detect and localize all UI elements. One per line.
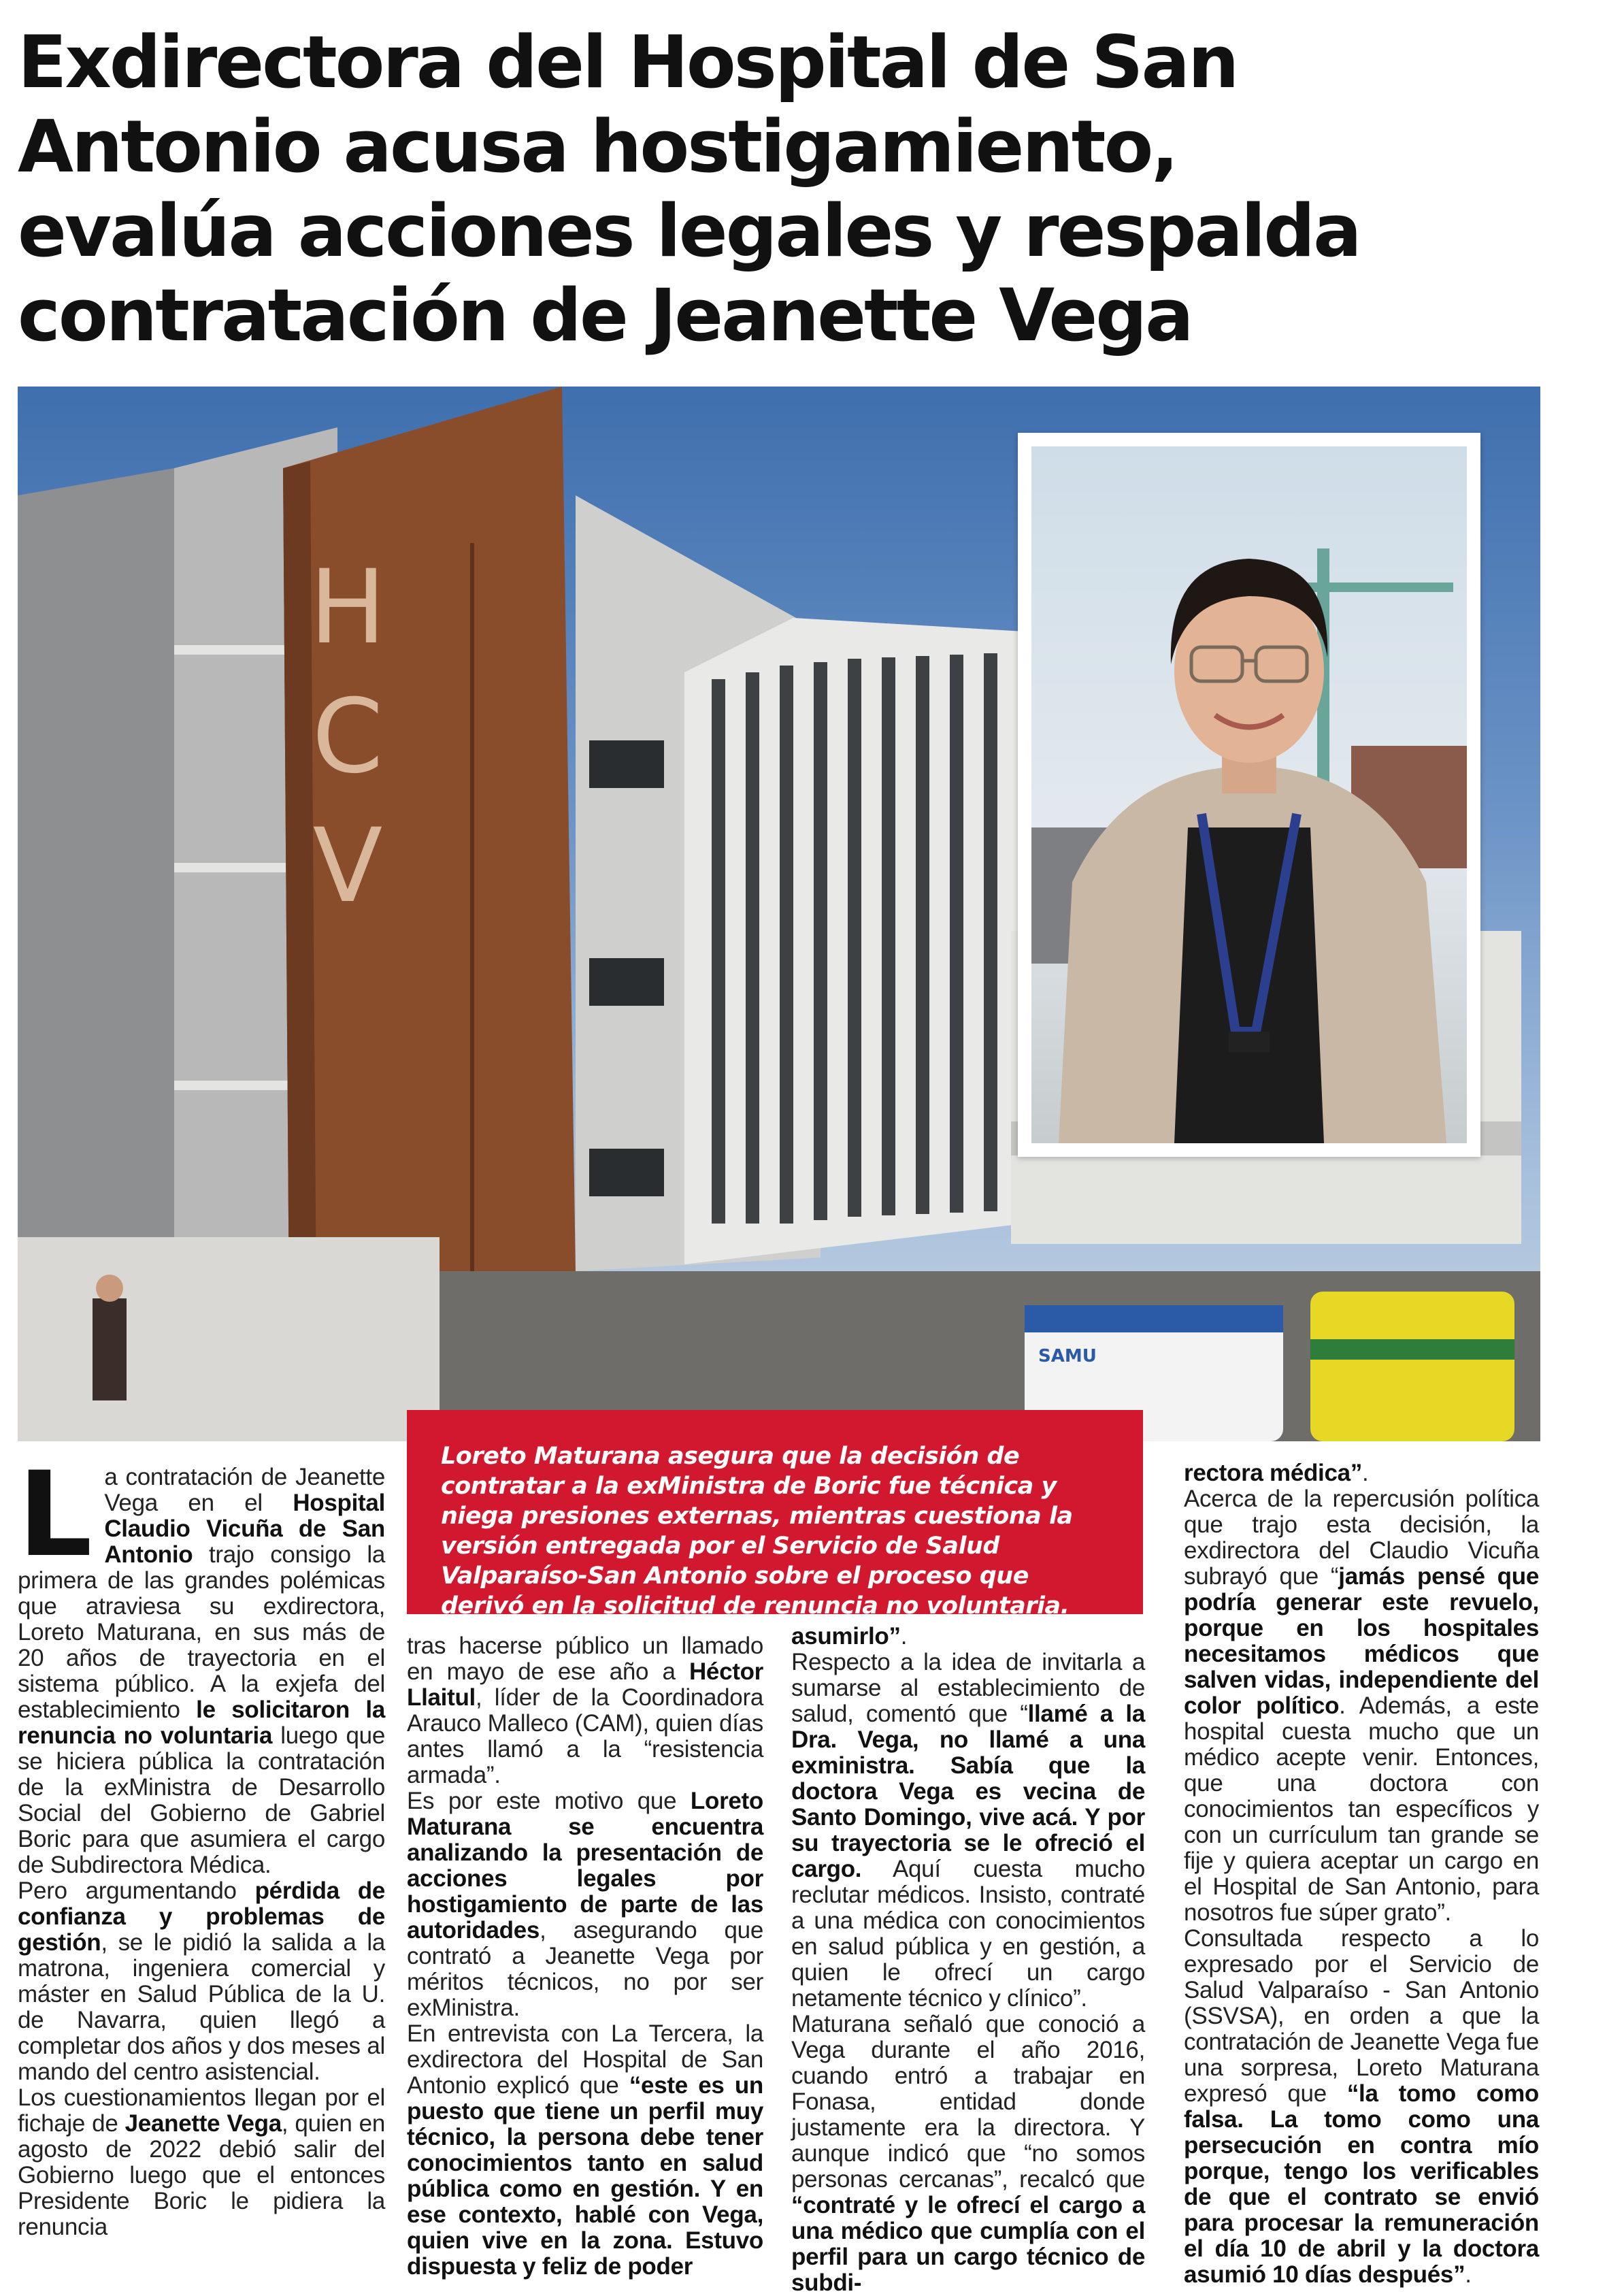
paragraph: Respecto a la idea de invitarla a sumarse al establecimiento de salud, comentó que “llamé a la Dra. Vega, no llamé a una exministra. Sabía que la doctora Vega es vecina de Santo Domingo, vive acá. Y por su trayectoria se le ofreció el cargo. Aquí cuesta mucho reclutar médicos. Insisto, contraté a una médica con conocimientos en salud pública y en gestión, a quien le ofrecí un cargo netamente técnico y clínico”.: [791, 1649, 1145, 2012]
building-letter-c: C: [312, 678, 384, 796]
pull-quote-callout: Loreto Maturana asegura que la decisión de contratar a la exMinistra de Boric fue técnica y niega presiones externas, mientras cuestiona la versión entregada por el Servicio de Salud Valparaíso-San Antonio sobre el proceso que derivó en la solicitud de renuncia no voluntaria.: [407, 1410, 1143, 1614]
paragraph: La contratación de Jeanette Vega en el Hospital Claudio Vicuña de San Antonio trajo consigo la primera de las grandes polémicas que atraviesa su exdirectora, Loreto Maturana, en sus más de 20 años de trayectoria en el sistema público. A la exjefa del establecimiento le solicitaron la renuncia no voluntaria luego que se hiciera pública la contratación de la exMinistra de Desarrollo Social del Gobierno de Gabriel Boric para que asumiera el cargo de Subdirectora Médica.: [18, 1446, 386, 1878]
paragraph: rectora médica”.: [1184, 1460, 1369, 1486]
headline-line-2: Antonio acusa hostigamiento,: [18, 105, 1177, 188]
headline-line-3: evalúa acciones legales y respalda: [18, 189, 1360, 273]
headline-line-1: Exdirectora del Hospital de San: [18, 20, 1238, 104]
drop-cap: L: [18, 1446, 93, 1583]
building-letters: [300, 543, 395, 931]
article-column-4: [1184, 1460, 1539, 2288]
article-column-3: [791, 1624, 1145, 2296]
paragraph: Los cuestionamientos llegan por el fichaje de Jeanette Vega, quien en agosto de 2022 debió salir del Gobierno luego que el entonces Presidente Boric le pidiera la renuncia: [18, 2084, 385, 2240]
paragraph: Acerca de la repercusión política que trajo esta decisión, la exdirectora del Claudio Vicuña subrayó que “jamás pensé que podría generar este revuelo, porque en los hospitales necesitamos médicos que salven vidas, independiente del color político. Además, a este hospital cuesta mucho que un médico acepte venir. Entonces, que una doctora con conocimientos tan específicos y con un currículum tan grande se fije y quiera aceptar un cargo en el Hospital de San Antonio, para nosotros fue súper grato”.: [1184, 1486, 1539, 1926]
paragraph: Maturana señaló que conoció a Vega durante el año 2016, cuando entró a trabajar en Fonasa, entidad donde justamente era la directora. Y aunque indicó que “no somos personas cercanas”, recalcó que “contraté y le ofrecí el cargo a una médico que cumplía con el perfil para un cargo técnico de subdi-: [791, 2011, 1145, 2296]
building-letter-h: H: [309, 548, 386, 667]
paragraph: Pero argumentando pérdida de confianza y problemas de gestión, se le pidió la salida a la matrona, ingeniera comercial y máster en Salud Pública de la U. de Navarra, quien llegó a completar dos años y dos meses al mando del centro asistencial.: [18, 1877, 385, 2085]
building-letter-v: V: [312, 807, 383, 925]
article-column-1: [18, 1446, 386, 2240]
paragraph: asumirlo”.: [791, 1623, 908, 1650]
paragraph: En entrevista con La Tercera, la exdirectora del Hospital de San Antonio explicó que “este es un puesto que tiene un perfil muy técnico, la persona debe tener conocimientos tanto en salud pública como en gestión. Y en ese contexto, hablé con Vega, quien vive en la zona. Estuvo dispuesta y feliz de poder: [407, 2020, 763, 2280]
paragraph: Consultada respecto a lo expresado por el Servicio de Salud Valparaíso - San Antonio (SSVSA), en orden a que la contratación de Jeanette Vega fue una sorpresa, Loreto Maturana expresó que “la tomo como falsa. La tomo como una persecución en contra mío porque, tengo los verificables de que el contrato se envió para procesar la remuneración el día 10 de abril y la doctora asumió 10 días después”.: [1184, 1925, 1540, 2288]
paragraph: tras hacerse público un llamado en mayo de ese año a Héctor Llaitul, líder de la Coordinadora Arauco Malleco (CAM), quien días antes llamó a la “resistencia armada”.: [407, 1633, 763, 1788]
headline-line-4: contratación de Jeanette Vega: [18, 274, 1192, 357]
paragraph: Es por este motivo que Loreto Maturana se encuentra analizando la presentación de acciones legales por hostigamiento de parte de las autoridades, asegurando que contrató a Jeanette Vega por méritos técnicos, no por ser exMinistra.: [407, 1788, 763, 2021]
ambulance-label: SAMU: [1038, 1346, 1097, 1366]
headline: [18, 20, 1378, 358]
article-column-2: [407, 1633, 763, 2280]
portrait-inset: [1018, 433, 1480, 1157]
portrait-illustration: [1031, 446, 1467, 1143]
